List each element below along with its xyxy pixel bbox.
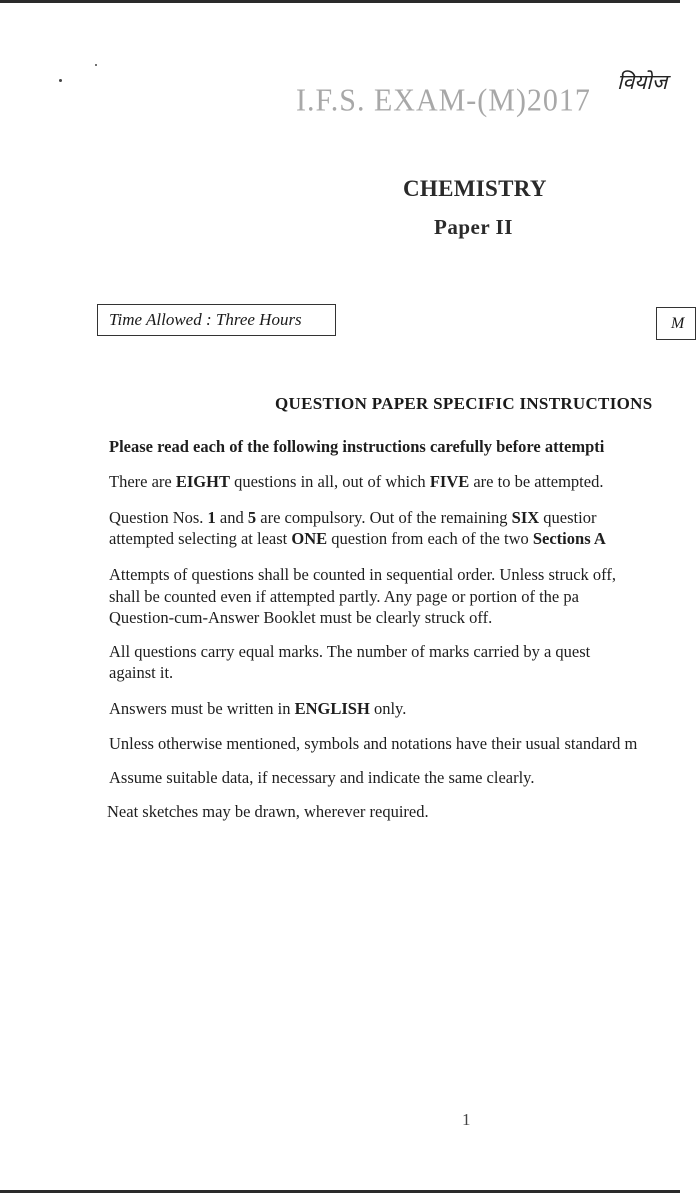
hindi-corner-text: वियोज <box>617 70 668 94</box>
text: Question Nos. <box>109 508 208 527</box>
instruction-5 <box>109 699 406 719</box>
maximum-marks-text: M <box>671 315 685 332</box>
text: question from each of the two <box>327 529 533 548</box>
instruction-3-line-2: shall be counted even if attempted partly. Any page or portion of the pa <box>109 587 579 606</box>
instructions-heading: QUESTION PAPER SPECIFIC INSTRUCTIONS <box>275 394 653 413</box>
text: only. <box>369 699 407 718</box>
scan-speck <box>59 79 62 82</box>
text: Answers must be written in <box>109 699 295 718</box>
instruction-2-line-1 <box>109 508 596 528</box>
instruction-6: Unless otherwise mentioned, symbols and notations have their usual standard m <box>109 734 638 753</box>
instruction-4-line-1: All questions carry equal marks. The number of marks carried by a quest <box>109 642 591 661</box>
bottom-border <box>0 1190 680 1193</box>
top-border <box>0 0 680 3</box>
instruction-4-line-2: against it. <box>109 663 174 682</box>
instruction-1 <box>109 472 603 492</box>
time-allowed-text: Time Allowed : Three Hours <box>109 310 302 329</box>
instruction-3-line-1: Attempts of questions shall be counted in sequential order. Unless struck off, <box>109 565 616 584</box>
instruction-3-line-3: Question-cum-Answer Booklet must be clearly struck off. <box>109 608 493 627</box>
instruction-7: Assume suitable data, if necessary and indicate the same clearly. <box>109 768 535 787</box>
text: are compulsory. Out of the remaining <box>256 508 512 527</box>
emphasis: FIVE <box>429 472 470 491</box>
emphasis: ONE <box>291 529 328 548</box>
instruction-8: Neat sketches may be drawn, wherever required. <box>107 802 429 821</box>
exam-stamp: I.F.S. EXAM-(M)2017 <box>296 83 591 118</box>
subject-title: CHEMISTRY <box>403 176 547 201</box>
text: There are <box>109 472 176 491</box>
maximum-marks-box <box>656 307 696 340</box>
emphasis: Sections A <box>532 529 606 548</box>
text: questior <box>539 508 597 527</box>
emphasis: ENGLISH <box>294 699 370 718</box>
instruction-2-line-2 <box>109 529 606 549</box>
text: and <box>215 508 248 527</box>
text: attempted selecting at least <box>109 529 292 548</box>
text: are to be attempted. <box>469 472 604 491</box>
emphasis: SIX <box>511 508 540 527</box>
text: questions in all, out of which <box>229 472 430 491</box>
scan-speck <box>95 64 97 66</box>
emphasis: EIGHT <box>175 472 230 491</box>
page-number: 1 <box>462 1110 471 1129</box>
emphasis: 1 <box>207 508 216 527</box>
paper-title: Paper II <box>434 215 513 239</box>
instructions-lead: Please read each of the following instructions carefully before attempti <box>109 437 605 456</box>
emphasis: 5 <box>247 508 257 527</box>
time-allowed-box <box>97 304 336 336</box>
